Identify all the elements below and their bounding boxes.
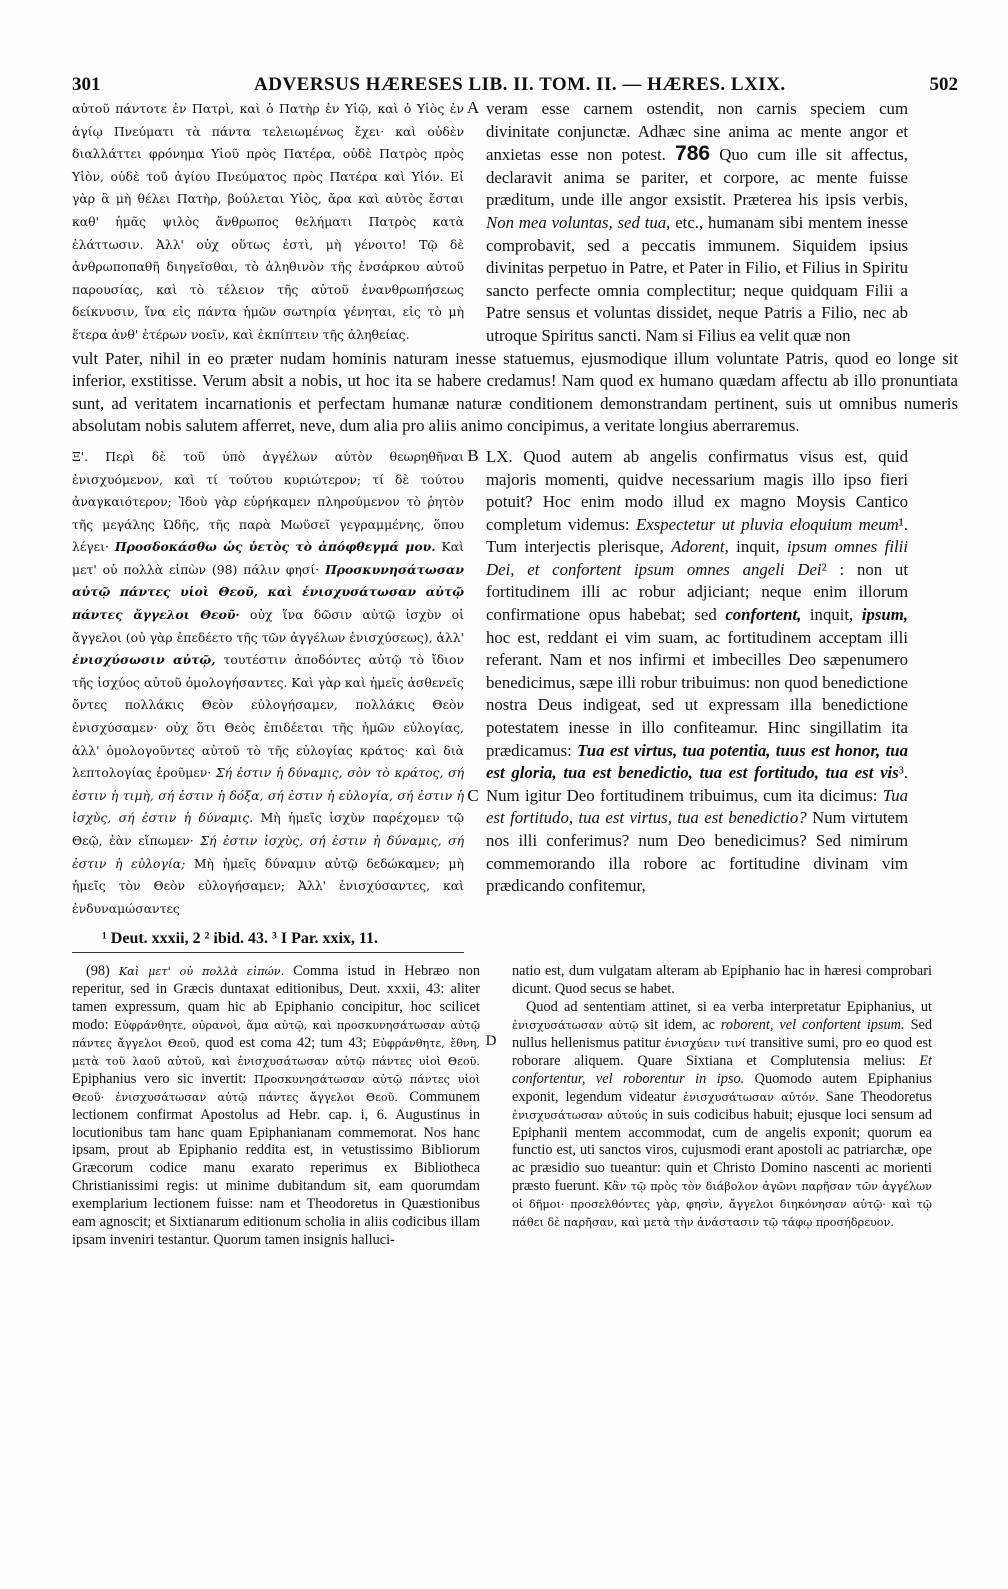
scripture-references: ¹ Deut. xxxii, 2 ² ibid. 43. ³ I Par. xxix, 11.	[102, 930, 379, 948]
greek-2-quote-1: Προσδοκάσθω ὡς ὑετὸς τὸ ἀπόφθεγμά μου.	[114, 539, 436, 555]
margin-markers-bc	[464, 446, 482, 806]
note-right-part-3: sit idem, ac	[644, 1017, 715, 1034]
note-right-para-2	[512, 999, 932, 1232]
margin-marker-a: A	[466, 98, 480, 117]
note-right-greek-5: Κἂν τῷ πρὸς τὸν διάβολον ἀγῶνι παρῆσαν τῶν ἀγγέλων οἱ δῆμοι· προσελθόντες γὰρ, φησὶν, ἄγγελοι διηκόνησαν αὐτῷ· καὶ τῷ πάθει δὲ παρῆσαν, καὶ μετὰ τὴν ἀνάστασιν τῷ τάφῳ προσήδρευον.	[512, 1180, 932, 1230]
note-right-part-4: Sed nullus hellenismus patitur	[512, 1017, 933, 1051]
greek-2-part-6: Μὴ ἡμεῖς δύναμιν αὐτῷ δεδώκαμεν; μὴ ἡμεῖς τὸν Θεὸν εὐλογήσαμεν; Ἀλλ' ἐνισχύσαντες, καὶ ἐνδυναμώσαντες	[72, 855, 464, 916]
greek-2-quote-3: ἐνισχύσωσιν αὐτῷ,	[72, 652, 216, 668]
footnote-ref-1: ¹.	[898, 514, 908, 534]
note-right-italic-1: roborent, vel confortent ipsum.	[720, 1017, 905, 1034]
note-right-part-7: Sane Theodoretus	[825, 1088, 932, 1105]
latin-1b: Quo cum ille sit affectus, declaravit anima se pariter, et corpore, ac mente fuisse præditum, unde ille angor exsistit. Præterea his ipsis verbis,	[486, 145, 908, 210]
section-2	[72, 446, 958, 920]
latin-2-part-1: LX. Quod autem ab angelis confirmatus visus est, quid majoris momenti, quidve necessarium magis illo ipso fieri potuit? Hoc enim modo illud ex magno Moysis Cantico completum videmus:	[486, 446, 908, 534]
latin-2-quote-2: Adorent,	[671, 537, 729, 557]
greek-2-quote-5: Σή ἐστιν ἰσχὺς, σή ἐστιν ἡ δύναμις, σή ἐστιν ἡ εὐλογία;	[72, 833, 465, 871]
note-right-italic-2: Et confortentur, vel roborentur in ipso.	[512, 1052, 933, 1087]
page-header	[72, 68, 958, 98]
latin-2-part-5: inquit,	[809, 605, 854, 625]
greek-2-quote-2: Προσκυνησάτωσαν αὐτῷ πάντες υἱοὶ Θεοῦ, καὶ ἐνισχυσάτωσαν αὐτῷ πάντες ἄγγελοι Θεοῦ·	[72, 561, 464, 623]
note-right-para-1: natio est, dum vulgatam alteram ab Epiphanio hac in hæresi comprobari dicunt. Quod secus se habet.	[512, 963, 932, 998]
page	[72, 68, 958, 1250]
greek-2-part-2: Καὶ μετ' οὐ πολλὰ εἰπὼν (98) πάλιν φησί·	[72, 539, 464, 577]
note-left-part-4: Epiphanius vero sic invertit:	[72, 1070, 247, 1087]
note-right-greek-4: ἐνισχυσάτωσαν αὐτούς	[512, 1108, 648, 1122]
latin-1-italic: Non mea voluntas, sed tua,	[486, 212, 671, 232]
note-right-column	[512, 963, 932, 1232]
note-left-greek-3: Προσκυνησάτωσαν αὐτῷ πάντες υἱοὶ Θεοῦ· ἐνισχυσάτωσαν αὐτῷ πάντες ἄγγελοι Θεοῦ.	[72, 1072, 481, 1104]
latin-full-width: vult Pater, nihil in eo præter nudam hominis naturam inesse statuemus, ejusmodique illum voluntate Patris, quod eo longe sit inferior, exstitisse. Verum absit a nobis, ut hoc ita se habere credamus! Nam quod ex humano quædam affectu ab illo pronuntiata sunt, ad veritatem incarnationis et perfectam humanæ naturæ conditionem demonstrandam pertinent, suis ut omnibus numeris absolutam nobis salutem afferret, neve, dum alia pro aliis animo concipimus, a veritate longius aberraremus.	[72, 348, 958, 436]
latin-2-emph-2: ipsum,	[861, 605, 908, 625]
latin-2-quote-3: ipsum omnes filii Dei, et confortent ipsum omnes angeli Dei	[486, 537, 908, 579]
footnote-ref-2: ²	[821, 559, 827, 579]
note-left-part-3: quod est coma 42; tum 43;	[205, 1035, 367, 1051]
latin-2-part-8: Num virtutem nos illi conferimus? num Deo benedicimus? Sed nimirum commemorando illa robore ac fortitudine divinam vim prædicando confitemur,	[486, 808, 909, 896]
note-right-part-6: Quomodo autem Epiphanius exponit, legendum videatur	[512, 1070, 932, 1105]
note-right-greek-3: ἐνισχυσάτωσαν αὐτόν.	[683, 1090, 819, 1104]
note-right-part-8: in suis codicibus habuit; ejusque loci sensum ad Epiphanii mentem accommodat, cum de angelis exponit; quorum ea functio est, uti sanctos viros, cujusmodi erant apostoli ac patriarchæ, ope ac præsidio suo tueantur: quin et Christo Domino nascenti ac morienti præsto fuerunt.	[512, 1106, 932, 1195]
note-number: (98)	[86, 963, 110, 980]
note-left-greek-1: Εὐφράνθητε, οὐρανοὶ, ἅμα αὐτῷ, καὶ προσκυνησάτωσαν αὐτῷ πάντες ἄγγελοι Θεοῦ,	[72, 1019, 480, 1050]
latin-2-emph-1: confortent,	[725, 605, 802, 625]
latin-text-1	[486, 98, 908, 348]
latin-2-quote-4: Tua est fortitudo, tua est virtus, tua est benedictio?	[486, 785, 908, 828]
latin-2-part-2: Tum interjectis plerisque,	[486, 537, 664, 557]
latin-2-quote-1: Exspectetur ut pluvia eloquium meum	[636, 514, 899, 534]
latin-2-emph-3: Tua est virtus, tua potentia, tuus est honor, tua est gloria, tua est benedictio, tua est fortitudo, tua est vis	[486, 740, 908, 783]
latin-2-part-7: Num igitur Deo fortitudinem tribuimus, cum ita dicimus:	[486, 785, 878, 805]
footnote-divider	[72, 952, 464, 953]
latin-1c: etc., humanam sibi mentem inesse comprobavit, sed a peccatis immunem. Siquidem ipsius divinitas perpetuo in Patre, et Pater in Filio, et Filius in Spiritu sancto perfecte omnia complectitur; neque quidquam Filii a Patre sensus et voluntas dissidet, neque Patris a Filio, nec ab utroque Spiritus sancti. Nam si Filius ea velit quæ non	[486, 212, 908, 345]
greek-text-1: αὐτοῦ πάντοτε ἐν Πατρὶ, καὶ ὁ Πατὴρ ἐν Υἱῷ, καὶ ὁ Υἱὸς ἐν ἁγίῳ Πνεύματι τὰ πάντα τελειωμένως ἔχει· καὶ οὐδὲν διαλλάττει φρόνημα Υἱοῦ πρὸς Πατέρα, οὐδὲ Πατρὸς πρὸς Υἱὸν, οὐδὲ τοῦ ἁγίου Πνεύματος πρὸς Πατέρα καὶ Υἱόν. Εἰ γὰρ ἃ μὴ θέλει Πατὴρ, βούλεται Υἱὸς, ἄρα καὶ αὐτὸς ἔσται καθ' ἡμᾶς ψιλὸς ἄνθρωπος θελήματι Πατρὸς κατὰ ἐλάττωσιν. Ἀλλ' οὐχ οὕτως ἐστὶ, μὴ γένοιτο! Τῷ δὲ ἀνθρωποπαθῆ διηγεῖσθαι, τὸ ἀληθινὸν τῆς ἐνσάρκου αὐτοῦ παρουσίας, καὶ τὸ τέλειον τῆς αὐτοῦ ἐνανθρωπήσεως δείκνυσιν, ἵνα εἰς πάντα ἡμῶν σωτηρία γένηται, εἰς τὸ μὴ ἕτερα ἀνθ' ἑτέρων νοεῖν, καὶ ἐκπίπτειν τῆς ἀληθείας.	[72, 101, 464, 342]
latin-2-part-4: : non ut fortitudinem illi ac robur adjiciant; neque enim illorum confirmatione opus habebat; sed	[486, 559, 908, 625]
note-right-greek-1: ἐνισχυσάτωσαν αὐτῷ	[512, 1019, 639, 1033]
note-right-greek-2: ἐνισχύειν τινί	[664, 1037, 746, 1050]
margin-marker-d: D	[485, 1033, 497, 1050]
note-left-part-2: Comma istud in Hebræo non reperitur, sed in Græcis duntaxat editionibus, Deut. xxxii, 43: aliter tamen expressum, quam hic ab Epiphanio concipitur, hoc scilicet modo:	[72, 963, 481, 1034]
note-98	[72, 963, 480, 1250]
greek-2-quote-4: Σή ἐστιν ἡ δύναμις, σὸν τὸ κράτος, σή ἐστιν ἡ τιμὴ, σή ἐστιν ἡ δόξα, σή ἐστιν ἡ εὐλογία, σή ἐστιν ἡ ἰσχὺς, σή ἐστιν ἡ δύναμις.	[72, 765, 465, 826]
margin-marker-c: C	[467, 785, 479, 805]
greek-2-part-5: Μὴ ἡμεῖς ἰσχὺν παρέχομεν τῷ Θεῷ, ἐὰν εἴπωμεν·	[72, 810, 465, 848]
column-number: 786	[675, 142, 711, 166]
note-left-column	[72, 963, 480, 1250]
latin-2-part-3: inquit,	[736, 537, 780, 557]
latin-2-part-6: hoc est, reddant ei vim suam, ac fortitudinem acceptam illi referant. Nam et nos infirmi et imbecilles Deo sæpenumero benedicimus, sæpe illi robur tribuimus: non quod benedictione nostra Deus indigeat, sed ut expressam illa benedictione potestatem inesse in illo confiteamur. Hinc singillatim ita prædicamus:	[486, 627, 908, 760]
page-number-right: 502	[929, 74, 958, 95]
margin-marker-b: B	[467, 445, 479, 465]
greek-text-2	[72, 446, 464, 920]
running-title: ADVERSUS HÆRESES LIB. II. TOM. II. — HÆRES. LXIX.	[254, 74, 786, 95]
section-1	[72, 98, 958, 348]
page-number-left: 301	[72, 74, 101, 95]
note-right-part-5: transitive sumi, pro eo quod est roborare aliquem. Quare Sixtiana et Complutensia melius:	[512, 1035, 933, 1069]
notes-section	[72, 963, 958, 1250]
latin-text-2	[486, 446, 908, 898]
note-right-part-2: Quod ad sententiam attinet, si ea verba interpretatur Epiphanius, ut	[526, 999, 932, 1016]
note-left-greek-2: Εὐφράνθητε, ἔθνη, μετὰ τοῦ λαοῦ αὐτοῦ, καὶ ἐνισχυσάτωσαν αὐτῷ πάντες υἱοὶ Θεοῦ.	[72, 1037, 480, 1068]
note-lemma: Καὶ μετ' οὐ πολλὰ εἰπών.	[118, 965, 285, 979]
greek-2-part-1: Ξ'. Περὶ δὲ τοῦ ὑπὸ ἀγγέλων αὐτὸν θεωρηθῆναι ἐνισχυόμενον, καὶ τί τούτου κυριώτερον; τί δὲ τούτου ἀναγκαιότερον; Ἰδοὺ γὰρ εὑρήκαμεν πληρούμενον τὸ ῥητὸν τῆς μεγάλης Ὠδῆς, τῆς παρὰ Μωϋσεῖ γεγραμμένης, ὅπου λέγει·	[72, 448, 464, 555]
greek-2-part-3: οὐχ ἵνα δῶσιν αὐτῷ ἰσχὺν οἱ ἄγγελοι (οὐ γὰρ ἐπεδέετο τῆς τῶν ἀγγέλων ἐνισχύσεως), ἀλλ'	[72, 607, 464, 645]
greek-2-part-4: τουτέστιν ἀποδόντες αὐτῷ τὸ ἴδιον τῆς ἰσχύος αὐτοῦ ὁμολογήσαντες. Καὶ γὰρ καὶ ἡμεῖς ἀσθενεῖς ὄντες πολλάκις Θεὸν εὐλογήσαμεν, πολλάκις Θεὸν ἐνισχύσαμεν· οὐχ ὅτι Θεὸς ἐπιδέεται τῆς ἡμῶν εὐλογίας, ἀλλ' ὁμολογοῦντες αὐτοῦ τὸ τῆς εὐλογίας κράτος· καὶ διὰ λεπτολογίας ἐροῦμεν·	[72, 652, 464, 781]
latin-1a: veram esse carnem ostendit, non carnis speciem cum divinitate conjunctæ. Adhæc sine anima ac mente angor et anxietas esse non potest.	[486, 99, 908, 165]
note-left-part-5: Communem lectionem confirmat Apostolus ad Hebr. cap. i, 6. Augustinus in locutionibus tam hanc quam Epiphanianam commemorat. Nos hanc ipsam, prout ab Epiphanio reddita est, in vetustissimo Bibliorum Græcorum codice manu exarato reperimus ex Bibliotheca Christianissimi regis: ut minime dubitandum sit, eam quorumdam exemplarium lectionem fuisse: nam et Theodoretus in Quæstionibus eam agnoscit; et Sixtianarum editionum scholia in aliis codicibus illam ipsam inveniri testantur. Quorum tamen insignis halluci-	[72, 1088, 481, 1248]
footnote-ref-3: ³.	[898, 763, 908, 783]
